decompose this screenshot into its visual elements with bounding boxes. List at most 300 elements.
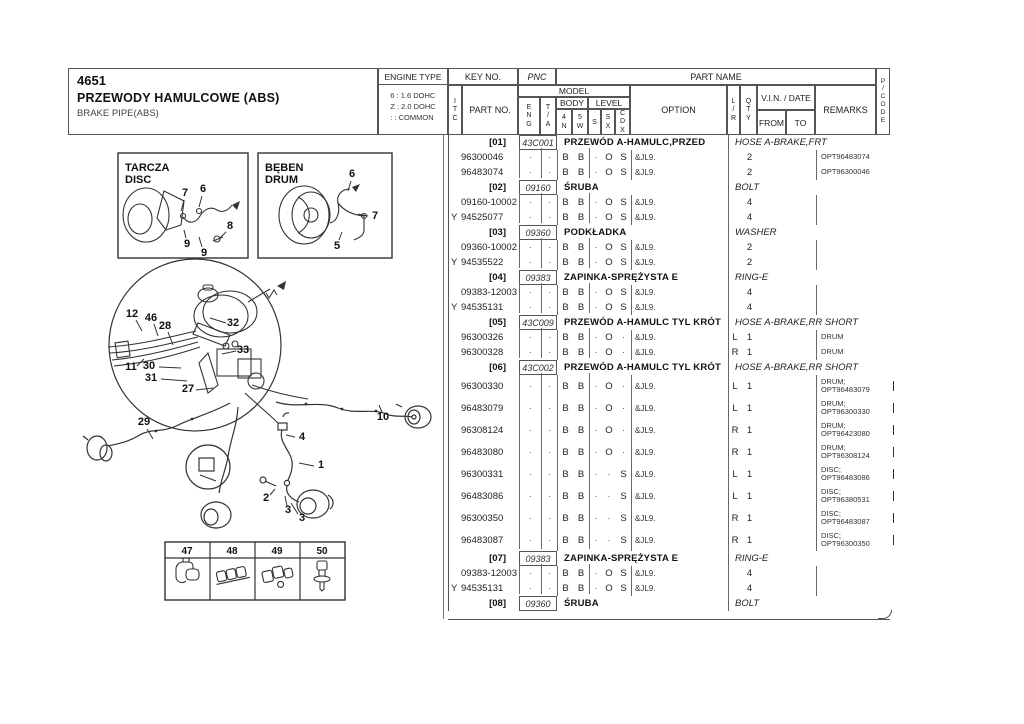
level-sx-flag: .: [607, 466, 611, 478]
level-sx-flag: O: [605, 402, 613, 414]
level-cdx-flag: S: [620, 468, 627, 480]
lr-flag: R: [728, 507, 741, 529]
key-no: [04]: [489, 272, 506, 283]
body-4n-flag: B: [557, 345, 573, 360]
part-name-pl: PRZEWÓD A-HAMULC TYL KRÓT: [564, 317, 721, 328]
part-prefix: [449, 419, 461, 441]
col-header-pnc: PNC: [518, 68, 556, 85]
level-s-flag: .: [589, 395, 602, 417]
body-5w-flag: B: [577, 197, 585, 208]
part-no: 94535131: [461, 302, 504, 313]
eng-flag: .: [519, 417, 541, 439]
body-5w-flag: B: [577, 512, 585, 524]
option-code: &JL9.: [631, 441, 728, 463]
part-prefix: Y: [451, 212, 458, 223]
lr-flag: L: [728, 330, 741, 345]
level-sx-flag: O: [605, 287, 613, 298]
qty-value: 1: [746, 512, 753, 524]
body-4n-flag: B: [557, 330, 573, 345]
lr-flag: [728, 566, 741, 581]
level-cdx-flag: S: [620, 212, 627, 223]
option-code: &JL9.: [631, 507, 728, 529]
callout-11: 11: [125, 361, 137, 373]
revision-bar: [893, 535, 894, 545]
part-no: 96483079: [461, 402, 504, 414]
lr-flag: R: [728, 419, 741, 441]
option-code: &JL9.: [631, 255, 728, 270]
qty-value: 2: [746, 167, 753, 178]
part-prefix: [449, 240, 461, 255]
pcode-cell: [877, 397, 891, 419]
callout-6: 6: [348, 168, 356, 180]
vin-from: [758, 330, 787, 345]
part-name-pl: PRZEWÓD A-HAMULC,PRZED: [564, 137, 706, 148]
body-5w-flag: B: [577, 424, 585, 436]
qty-value: 4: [746, 197, 753, 208]
option-code: &JL9.: [631, 150, 728, 165]
level-sx-flag: O: [605, 332, 613, 343]
option-code: &JL9.: [631, 165, 728, 180]
callout-7: 7: [371, 210, 379, 222]
clip-icon-48: [214, 566, 250, 585]
option-code: &JL9.: [631, 240, 728, 255]
vin-to: [787, 507, 816, 529]
part-prefix: Y: [451, 257, 458, 268]
part-name-pl: ŚRUBA: [564, 182, 599, 193]
ta-flag: .: [541, 148, 557, 163]
remarks-cell: OPT96483074: [816, 150, 877, 165]
col-header-eng: E N G: [518, 97, 540, 135]
vin-to: [787, 375, 816, 397]
remarks-cell: [816, 195, 877, 210]
part-prefix: [449, 507, 461, 529]
level-cdx-flag: S: [620, 512, 627, 524]
section-row: [449, 270, 891, 285]
body-4n-flag: B: [557, 507, 573, 529]
pcode-cell: [877, 566, 891, 581]
itc-cell: [449, 360, 461, 375]
clip-icon-49: [261, 564, 295, 591]
level-cdx-flag: S: [620, 490, 627, 502]
vin-to: [787, 195, 816, 210]
body-5w-flag: B: [577, 347, 585, 358]
level-s-flag: .: [589, 579, 602, 594]
vin-from: [758, 240, 787, 255]
level-sx-flag: O: [605, 167, 613, 178]
lr-flag: L: [728, 375, 741, 397]
callout-leader-31: [161, 379, 187, 381]
callout-33: 33: [236, 344, 250, 356]
qty-value: 4: [746, 212, 753, 223]
level-sx-flag: O: [605, 257, 613, 268]
body-4n-flag: B: [557, 240, 573, 255]
vin-from: [758, 507, 787, 529]
part-prefix: [449, 150, 461, 165]
body-5w-flag: B: [577, 446, 585, 458]
level-sx-flag: .: [607, 488, 611, 500]
ta-flag: .: [541, 505, 557, 527]
part-row: [449, 300, 891, 315]
vin-to: [787, 330, 816, 345]
itc-cell: [449, 596, 461, 611]
part-no: 09360-10002: [461, 242, 517, 253]
ta-flag: .: [541, 343, 557, 358]
remarks-cell: DISC; OPT96300350: [816, 529, 877, 551]
body-4n-flag: B: [557, 529, 573, 551]
callout-leader-30: [159, 367, 181, 368]
part-prefix: Y: [451, 302, 458, 313]
col-header-model: MODEL: [518, 85, 630, 97]
level-sx-flag: .: [607, 510, 611, 522]
vin-to: [787, 463, 816, 485]
part-prefix: [449, 375, 461, 397]
vin-from: [758, 529, 787, 551]
callout-9: 9: [183, 238, 191, 250]
vin-from: [758, 345, 787, 360]
vin-from: [758, 165, 787, 180]
part-prefix: [449, 485, 461, 507]
eng-flag: .: [519, 564, 541, 579]
callout-8: 8: [226, 220, 234, 232]
level-cdx-flag: .: [622, 400, 625, 412]
part-no: 96300331: [461, 468, 504, 480]
part-row: [449, 165, 891, 180]
level-cdx-flag: .: [622, 422, 625, 434]
callout-27: 27: [181, 383, 195, 395]
level-cdx-flag: S: [620, 242, 627, 253]
ta-flag: .: [541, 439, 557, 461]
level-cdx-flag: .: [622, 444, 625, 456]
option-code: &JL9.: [631, 210, 728, 225]
part-no: 94535131: [461, 583, 504, 594]
level-sx-flag: O: [605, 424, 613, 436]
key-no: [01]: [489, 137, 506, 148]
callout-leader-4: [286, 435, 295, 437]
remarks-cell: DRUM; OPT96483079: [816, 375, 877, 397]
eng-flag: .: [519, 208, 541, 223]
option-code: &JL9.: [631, 330, 728, 345]
qty-value: 4: [746, 287, 753, 298]
qty-value: 1: [746, 468, 753, 480]
part-prefix: [449, 463, 461, 485]
engine-type-values: [390, 91, 435, 124]
vin-from: [758, 195, 787, 210]
part-name-en: BOLT: [728, 180, 891, 195]
ta-flag: .: [541, 373, 557, 395]
part-no: 96300330: [461, 380, 504, 392]
level-sx-flag: O: [605, 152, 613, 163]
lr-flag: [728, 300, 741, 315]
qty-value: 2: [746, 257, 753, 268]
part-no: 96300046: [461, 152, 504, 163]
engine-type-header: ENGINE TYPE: [378, 68, 448, 85]
part-row: [449, 345, 891, 360]
itc-cell: [449, 180, 461, 195]
qty-value: 1: [746, 490, 753, 502]
vin-to: [787, 255, 816, 270]
callout-leader-27: [196, 388, 213, 390]
qty-value: 1: [746, 424, 753, 436]
pcode-cell: [877, 255, 891, 270]
qty-value: 1: [746, 332, 753, 343]
eng-flag: .: [519, 253, 541, 268]
key-no: [07]: [489, 553, 506, 564]
col-header-level-sx: S X: [601, 109, 615, 135]
ta-flag: .: [541, 564, 557, 579]
level-sx-flag: O: [605, 242, 613, 253]
option-code: &JL9.: [631, 300, 728, 315]
level-cdx-flag: S: [620, 583, 627, 594]
level-cdx-flag: S: [620, 534, 627, 546]
part-prefix: [449, 285, 461, 300]
pcode-cell: [877, 581, 891, 596]
level-cdx-flag: S: [620, 152, 627, 163]
ta-flag: .: [541, 193, 557, 208]
ta-flag: .: [541, 283, 557, 298]
pcode-cell: [877, 419, 891, 441]
part-prefix: [449, 345, 461, 360]
remarks-cell: [816, 255, 877, 270]
diagram-svg: [80, 145, 445, 625]
revision-bar: [893, 403, 894, 413]
remarks-cell: [816, 566, 877, 581]
vin-from: [758, 581, 787, 596]
revision-bar: [893, 381, 894, 391]
body-5w-flag: B: [577, 468, 585, 480]
part-prefix: [449, 397, 461, 419]
body-5w-flag: B: [577, 402, 585, 414]
callout-9: 9: [200, 247, 208, 259]
ta-flag: .: [541, 253, 557, 268]
lr-flag: [728, 195, 741, 210]
part-row: [449, 507, 891, 529]
qty-value: 2: [746, 242, 753, 253]
body-5w-flag: B: [577, 302, 585, 313]
callout-6: 6: [199, 183, 207, 195]
ta-flag: .: [541, 328, 557, 343]
level-cdx-flag: S: [620, 197, 627, 208]
body-4n-flag: B: [557, 210, 573, 225]
vin-to: [787, 581, 816, 596]
col-header-qty: Q T Y: [740, 85, 757, 135]
parts-table-body: [448, 135, 890, 611]
body-5w-flag: B: [577, 257, 585, 268]
remarks-cell: DRUM; OPT96300330: [816, 397, 877, 419]
part-no: 09160-10002: [461, 197, 517, 208]
part-name-en: WASHER: [728, 225, 891, 240]
level-s-flag: .: [589, 439, 602, 461]
callout-32: 32: [226, 317, 240, 329]
part-no: 96300350: [461, 512, 504, 524]
pcode-cell: [877, 285, 891, 300]
level-s-flag: .: [589, 505, 602, 527]
part-row: [449, 240, 891, 255]
pcode-cell: [877, 441, 891, 463]
lr-flag: [728, 285, 741, 300]
revision-bar: [893, 513, 894, 523]
lr-flag: L: [728, 485, 741, 507]
part-prefix: [449, 529, 461, 551]
part-row: [449, 255, 891, 270]
remarks-cell: DISC; OPT96483087: [816, 507, 877, 529]
vin-from: [758, 485, 787, 507]
pnc-code: 43C002: [519, 360, 557, 375]
level-sx-flag: O: [605, 568, 613, 579]
body-5w-flag: B: [577, 490, 585, 502]
level-s-flag: .: [589, 208, 602, 223]
itc-cell: [449, 270, 461, 285]
body-4n-flag: B: [557, 255, 573, 270]
part-no: 09383-12003: [461, 287, 517, 298]
body-4n-flag: B: [557, 581, 573, 596]
callout-7: 7: [181, 187, 189, 199]
col-header-vin-date: V.I.N. / DATE: [757, 85, 815, 110]
option-code: &JL9.: [631, 397, 728, 419]
part-name-pl: ŚRUBA: [564, 598, 599, 609]
body-4n-flag: B: [557, 485, 573, 507]
body-5w-flag: B: [577, 167, 585, 178]
vin-to: [787, 300, 816, 315]
part-prefix: [449, 165, 461, 180]
col-header-level-cdx: C D X: [615, 109, 630, 135]
lr-flag: L: [728, 397, 741, 419]
pcode-cell: [877, 210, 891, 225]
qty-value: 1: [746, 347, 753, 358]
callout-28: 28: [158, 320, 172, 332]
lr-flag: [728, 165, 741, 180]
ta-flag: .: [541, 163, 557, 178]
body-4n-flag: B: [557, 150, 573, 165]
col-header-part-no: PART NO.: [462, 85, 518, 135]
level-s-flag: .: [589, 483, 602, 505]
section-row: [449, 315, 891, 330]
pnc-code: 43C009: [519, 315, 557, 330]
part-no: 96483080: [461, 446, 504, 458]
clip-number-47: 47: [181, 546, 193, 557]
vin-from: [758, 255, 787, 270]
level-cdx-flag: S: [620, 302, 627, 313]
part-name-en: BOLT: [728, 596, 891, 611]
level-sx-flag: O: [605, 197, 613, 208]
body-5w-flag: B: [577, 568, 585, 579]
level-sx-flag: O: [605, 212, 613, 223]
vin-from: [758, 397, 787, 419]
part-row: [449, 375, 891, 397]
page-title-en: BRAKE PIPE(ABS): [77, 108, 159, 119]
section-row: [449, 596, 891, 611]
callout-3: 3: [284, 504, 292, 516]
body-4n-flag: B: [557, 165, 573, 180]
vin-from: [758, 285, 787, 300]
qty-value: 4: [746, 302, 753, 313]
vin-from: [758, 300, 787, 315]
pnc-code: 09383: [519, 551, 557, 566]
ta-flag: .: [541, 208, 557, 223]
vin-from: [758, 375, 787, 397]
part-row: [449, 285, 891, 300]
remarks-cell: [816, 300, 877, 315]
level-s-flag: .: [589, 238, 602, 253]
vin-to: [787, 566, 816, 581]
part-prefix: [449, 566, 461, 581]
section-row: [449, 225, 891, 240]
part-row: [449, 485, 891, 507]
part-row: [449, 463, 891, 485]
drum-title-pl: BĘBEN: [265, 162, 304, 174]
vin-to: [787, 441, 816, 463]
option-code: &JL9.: [631, 419, 728, 441]
part-row: [449, 330, 891, 345]
callout-leader-33: [222, 351, 236, 354]
callout-30: 30: [142, 360, 156, 372]
lr-flag: R: [728, 345, 741, 360]
level-s-flag: .: [589, 417, 602, 439]
key-no: [03]: [489, 227, 506, 238]
col-header-level: LEVEL: [588, 97, 630, 109]
part-no: 96308124: [461, 424, 504, 436]
remarks-cell: DRUM: [816, 345, 877, 360]
part-row: [449, 441, 891, 463]
ta-flag: .: [541, 238, 557, 253]
qty-value: 4: [746, 583, 753, 594]
option-code: &JL9.: [631, 485, 728, 507]
disc-title-en: DISC: [125, 174, 152, 186]
col-header-level-s: S: [588, 109, 601, 135]
level-s-flag: .: [589, 283, 602, 298]
col-header-remarks: REMARKS: [815, 85, 876, 135]
lr-flag: [728, 581, 741, 596]
body-5w-flag: B: [577, 583, 585, 594]
part-row: [449, 150, 891, 165]
part-no: 96483086: [461, 490, 504, 502]
body-4n-flag: B: [557, 300, 573, 315]
vin-to: [787, 210, 816, 225]
key-no: [08]: [489, 598, 506, 609]
itc-cell: [449, 551, 461, 566]
clip-number-50: 50: [316, 546, 328, 557]
revision-bar: [893, 491, 894, 501]
part-name-en: HOSE A-BRAKE,RR SHORT: [728, 360, 891, 375]
level-s-flag: .: [589, 343, 602, 358]
lr-flag: [728, 255, 741, 270]
lr-flag: [728, 240, 741, 255]
option-code: &JL9.: [631, 529, 728, 551]
table-bottom-right-tick: [878, 610, 892, 619]
pnc-code: 09360: [519, 225, 557, 240]
level-cdx-flag: S: [620, 568, 627, 579]
option-code: &JL9.: [631, 375, 728, 397]
part-no: 96300328: [461, 347, 504, 358]
remarks-cell: [816, 240, 877, 255]
callout-5: 5: [333, 240, 341, 252]
body-5w-flag: B: [577, 534, 585, 546]
callout-leader-29: [147, 429, 153, 439]
lr-flag: [728, 150, 741, 165]
pnc-code: 09160: [519, 180, 557, 195]
ta-flag: .: [541, 417, 557, 439]
remarks-cell: [816, 581, 877, 596]
callout-2: 2: [262, 492, 270, 504]
pcode-cell: [877, 507, 891, 529]
ta-flag: .: [541, 527, 557, 549]
page-code: 4651: [77, 73, 106, 88]
part-no: 96483074: [461, 167, 504, 178]
option-code: &JL9.: [631, 581, 728, 596]
pcode-cell: [877, 485, 891, 507]
callout-1: 1: [317, 459, 325, 471]
body-4n-flag: B: [557, 566, 573, 581]
part-row: [449, 210, 891, 225]
